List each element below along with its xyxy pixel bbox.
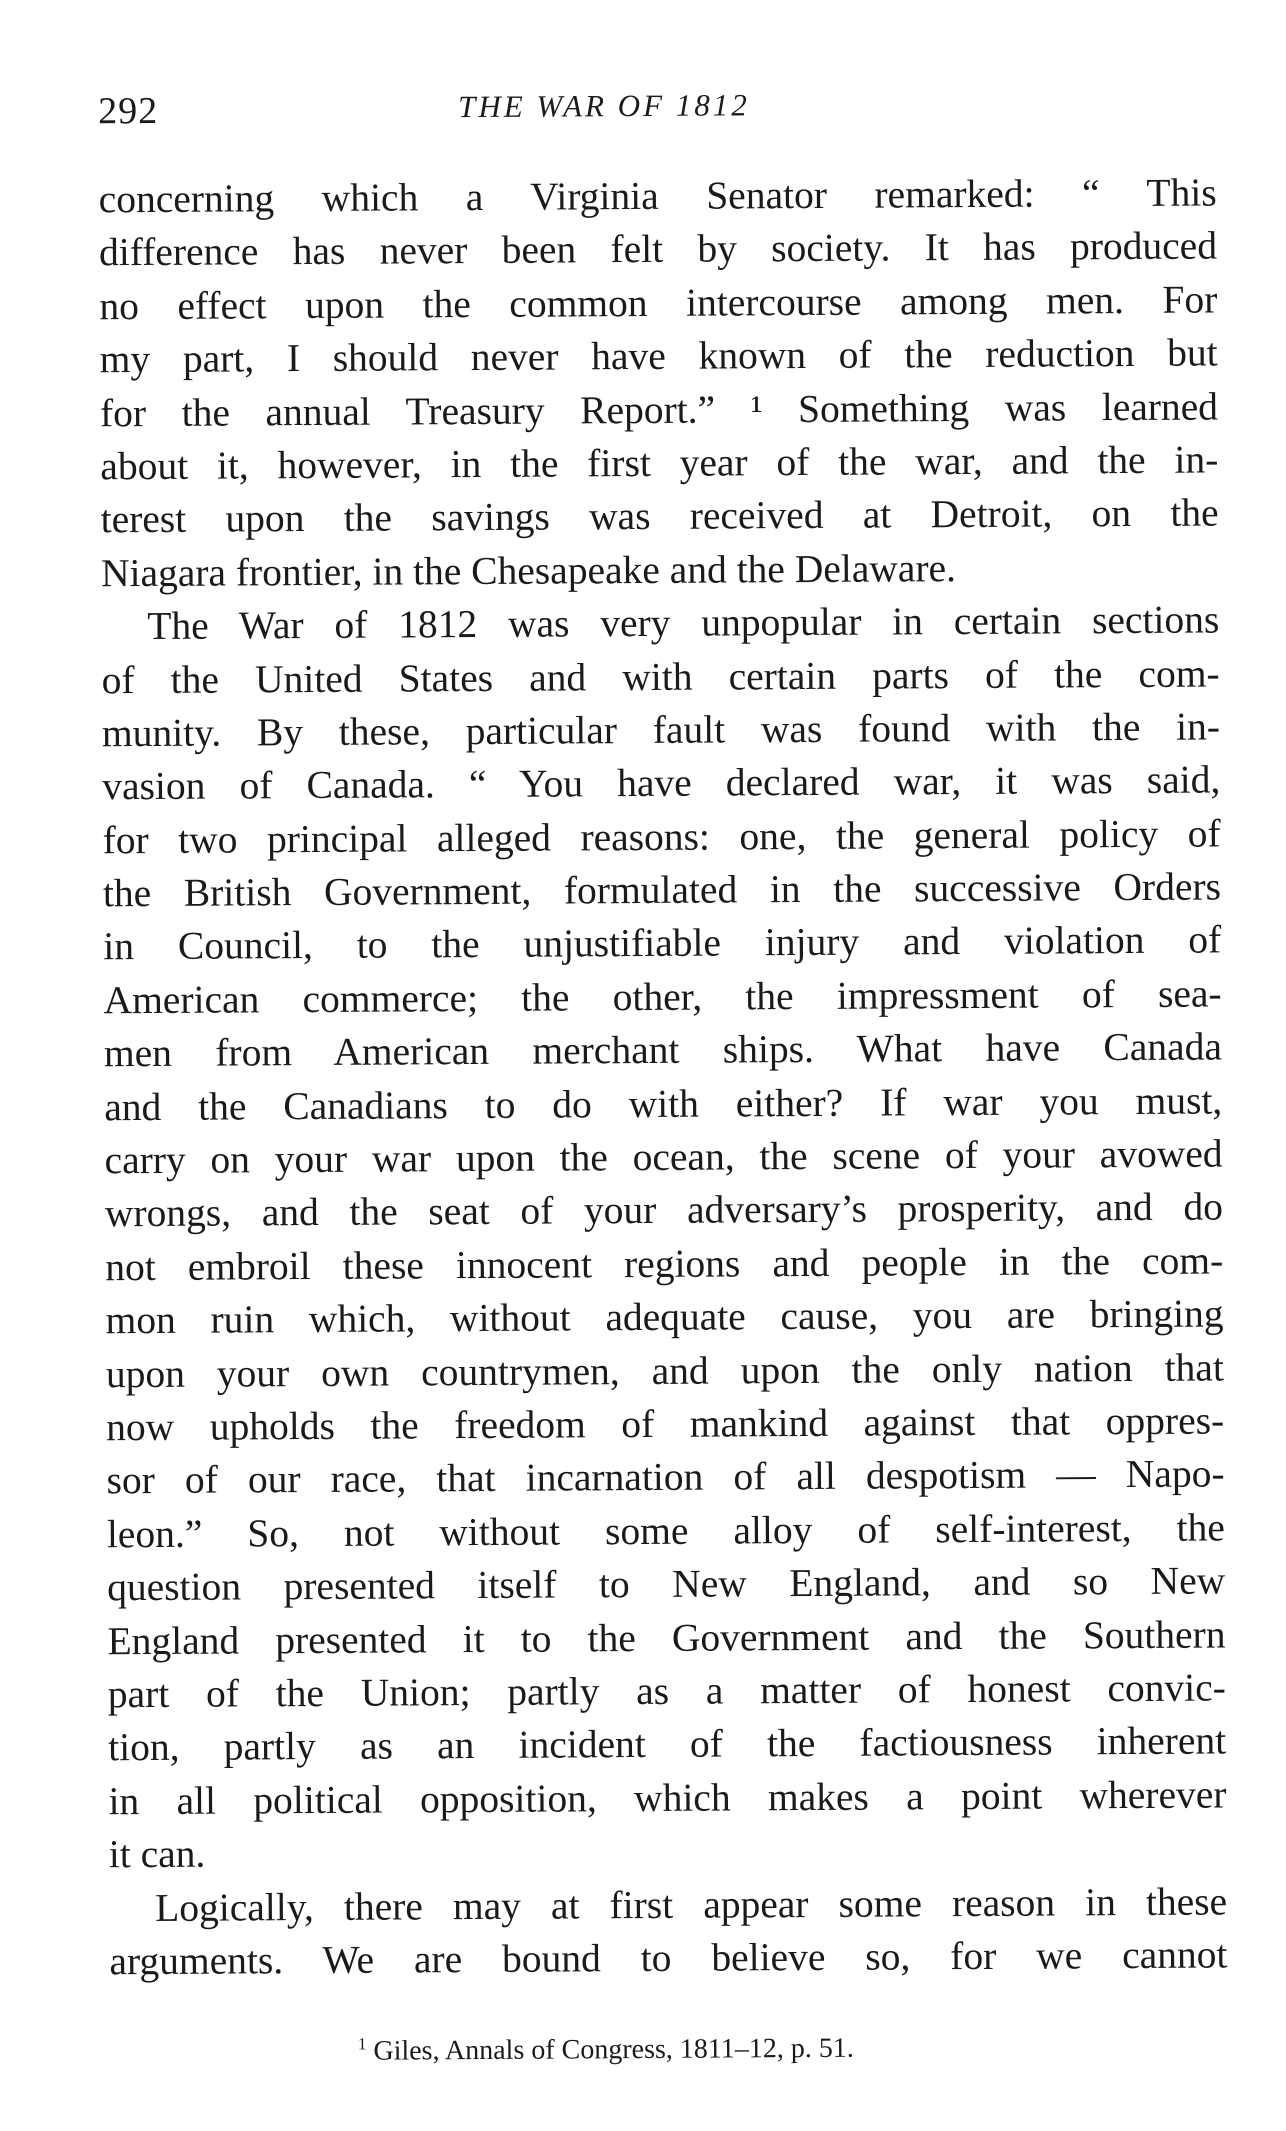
text-line: The War of 1812 was very unpopular in certain sections [147, 597, 1220, 649]
text-line: the British Government, formulated in the successive Orders [102, 864, 1222, 916]
text-line: of the United States and with certain parts of the com- [101, 650, 1220, 702]
text-line: for the annual Treasury Report.” ¹ Something was learned [99, 384, 1219, 435]
text-line: Logically, there may at first appear some reason in these [155, 1878, 1228, 1930]
text-line: now upholds the freedom of mankind against that oppres- [106, 1398, 1225, 1450]
text-line: Niagara frontier, in the Chesapeake and the Delaware. [100, 545, 957, 596]
footnote [358, 2033, 854, 2068]
text-line: in Council, to the unjustifiable injury and violation of [103, 917, 1222, 969]
text-line: tion, partly as an incident of the factiousness inherent [108, 1718, 1227, 1770]
text-line: my part, I should never have known of the reduction but [99, 330, 1218, 382]
text-line: it can. [108, 1831, 206, 1877]
body-text [99, 166, 1228, 1988]
text-line: question presented itself to New England, and so New [107, 1558, 1226, 1610]
text-line: munity. By these, particular fault was found with the in- [101, 704, 1221, 756]
text-line: no effect upon the common intercourse among men. For [99, 277, 1218, 329]
text-line: sor of our race, that incarnation of all despotism — Napo- [106, 1451, 1225, 1503]
text-line: arguments. We are bound to believe so, for we cannot [109, 1932, 1228, 1984]
text-line: about it, however, in the first year of the war, and the in- [100, 437, 1219, 489]
footnote-marker: 1 [357, 2034, 367, 2054]
paragraph-1 [99, 166, 1220, 600]
paragraph-3 [109, 1875, 1228, 1989]
text-line: wrongs, and the seat of your adversary’s prosperity, and do [104, 1184, 1224, 1236]
text-line: American commerce; the other, the impressment of sea- [103, 971, 1222, 1023]
text-line: vasion of Canada. “ You have declared war, it was said, [102, 757, 1221, 809]
running-title: THE WAR OF 1812 [458, 87, 750, 125]
text-line: terest upon the savings was received at Detroit, on the [100, 490, 1219, 542]
text-line: not embroil these innocent regions and people in the com- [105, 1238, 1224, 1290]
text-line: men from American merchant ships. What have Canada [103, 1024, 1223, 1076]
text-line: and the Canadians to do with either? If war you must, [104, 1078, 1223, 1129]
footnote-text: Giles, Annals of Congress, 1811–12, p. 51. [373, 2032, 854, 2067]
text-line: carry on your war upon the ocean, the scene of your avowed [104, 1131, 1223, 1183]
text-line: England presented it to the Government and the Southern [107, 1611, 1226, 1663]
text-line: difference has never been felt by society. It has produced [98, 223, 1218, 275]
text-line: part of the Union; partly as a matter of honest convic- [107, 1665, 1226, 1717]
text-line: upon your own countrymen, and upon the only nation that [105, 1345, 1224, 1396]
text-line: in all political opposition, which makes a point wherever [108, 1772, 1227, 1823]
text-line: concerning which a Virginia Senator remarked: “ This [98, 170, 1217, 222]
text-line: mon ruin which, without adequate cause, you are bringing [105, 1291, 1224, 1343]
paragraph-2 [101, 594, 1227, 1882]
page-header [98, 82, 1228, 139]
page-number: 292 [98, 89, 159, 133]
text-line: leon.” So, not without some alloy of self-interest, the [106, 1505, 1225, 1557]
text-line: for two principal alleged reasons: one, the general policy of [102, 811, 1221, 862]
